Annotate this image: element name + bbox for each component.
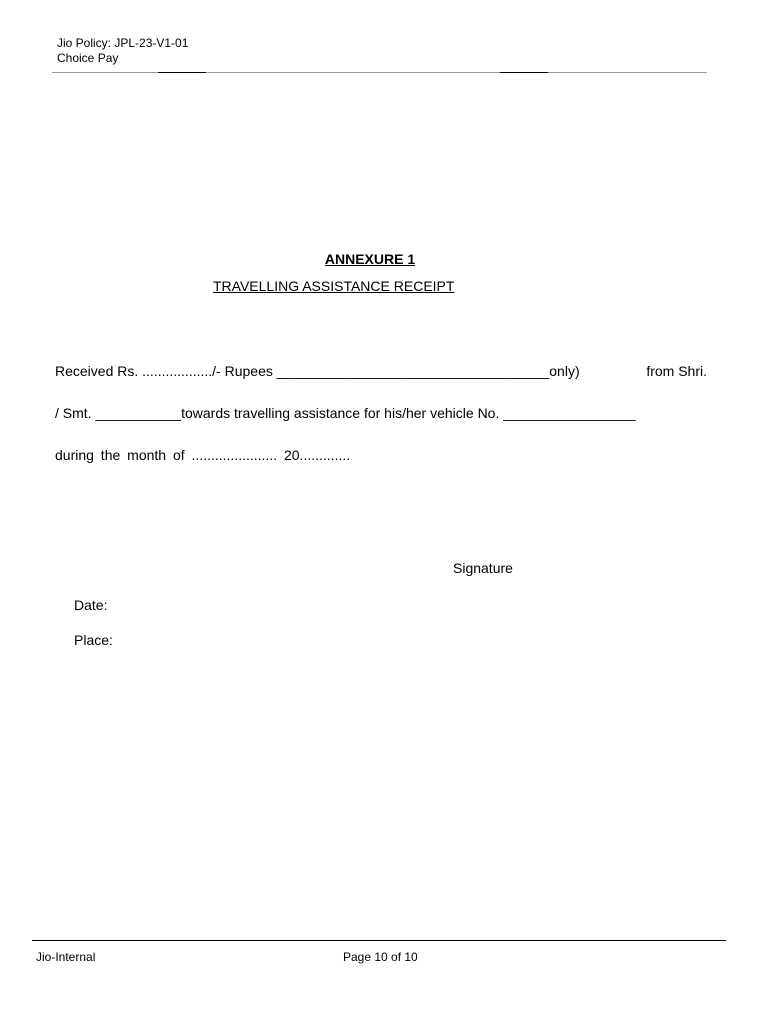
header-divider-segment xyxy=(500,72,548,73)
receipt-line-recipient: / Smt. ___________towards travelling assistance for his/her vehicle No. _________________ xyxy=(55,405,636,421)
place-label: Place: xyxy=(74,632,113,648)
receipt-subtitle: TRAVELLING ASSISTANCE RECEIPT xyxy=(213,278,455,294)
footer-classification: Jio-Internal xyxy=(36,950,96,964)
footer-divider xyxy=(32,940,726,941)
receipt-line-amount-left: Received Rs. ................../- Rupees ___________________________________only) xyxy=(55,363,580,379)
signature-label: Signature xyxy=(453,560,513,576)
receipt-line-amount-right: from Shri. xyxy=(646,363,707,379)
header-divider-segment xyxy=(158,72,206,73)
header-policy-id: Jio Policy: JPL-23-V1-01 xyxy=(57,36,189,50)
receipt-line-amount xyxy=(55,362,707,380)
date-label: Date: xyxy=(74,597,108,613)
receipt-line-month: during the month of ...................... 20............. xyxy=(55,447,351,463)
annexure-title: ANNEXURE 1 xyxy=(324,251,416,267)
footer-page-number: Page 10 of 10 xyxy=(343,950,418,964)
header-divider xyxy=(52,72,707,73)
header-product-name: Choice Pay xyxy=(57,51,119,65)
